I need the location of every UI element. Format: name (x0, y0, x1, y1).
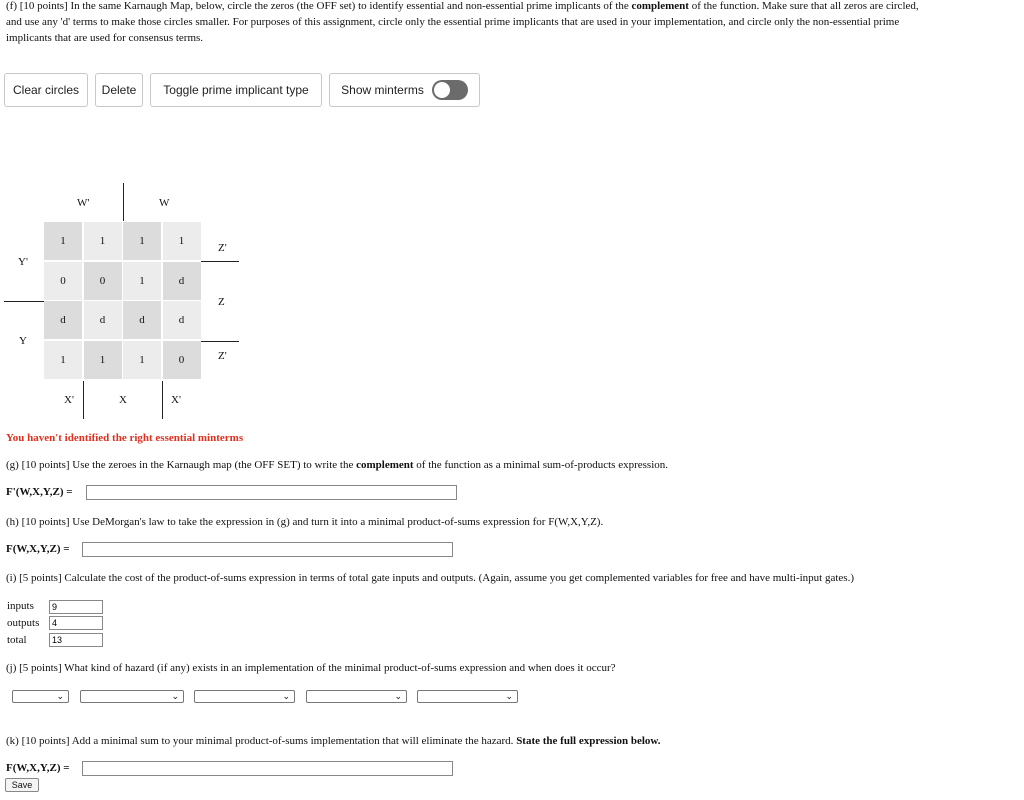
part-j-instructions: (j) [5 points] What kind of hazard (if any) exists in an implementation of the minimal product-of-sums expression and when does it occur? (6, 662, 616, 674)
save-label: Save (11, 780, 33, 790)
kmap-cell[interactable]: 1 (44, 222, 82, 260)
part-g-text-end: of the function as a minimal sum-of-products expression. (413, 459, 669, 471)
kmap-y-divider (4, 301, 44, 302)
kmap-w-divider (123, 183, 124, 221)
inputs-label: inputs (7, 600, 34, 612)
part-h-instructions: (h) [10 points] Use DeMorgan's law to take the expression in (g) and turn it into a minimal product-of-sums expression for F(W,X,Y,Z). (6, 516, 604, 528)
show-minterms-button[interactable] (329, 73, 480, 107)
kmap-label-z-prime-bottom: Z' (218, 350, 227, 362)
toggle-type-label: Toggle prime implicant type (163, 83, 309, 97)
kmap-label-z-prime-top: Z' (218, 242, 227, 254)
outputs-field[interactable] (49, 616, 103, 630)
kmap-label-y: Y (19, 335, 27, 347)
part-k-instructions (6, 733, 661, 749)
clear-circles-label: Clear circles (12, 83, 79, 97)
hazard-select-1[interactable] (12, 690, 69, 703)
kmap-cell[interactable]: 1 (44, 341, 82, 379)
part-f-instructions (6, 0, 1018, 46)
kmap-x-divider-left (83, 381, 84, 419)
part-g-bold: complement (356, 459, 414, 471)
chevron-down-icon: ⌄ (282, 692, 290, 702)
show-minterms-label: Show minterms (341, 83, 424, 97)
kmap-cell[interactable]: d (163, 301, 201, 339)
kmap-cell[interactable]: 0 (163, 341, 201, 379)
kmap-cell[interactable]: d (84, 301, 122, 339)
outputs-label: outputs (7, 617, 40, 629)
kmap-label-y-prime: Y' (18, 256, 28, 268)
hazard-select-5[interactable] (417, 690, 518, 703)
kmap-cell[interactable]: d (123, 301, 161, 339)
hazard-select-3[interactable] (194, 690, 295, 703)
part-k-answer-input[interactable] (82, 761, 453, 776)
clear-circles-button[interactable] (4, 73, 88, 107)
kmap-z-divider-top (201, 261, 239, 262)
toggle-knob (434, 82, 450, 98)
kmap-label-z: Z (218, 296, 225, 308)
kmap-cell[interactable]: 0 (84, 262, 122, 300)
part-i-instructions: (i) [5 points] Calculate the cost of the product-of-sums expression in terms of total gate inputs and outputs. (Again, assume you get complemented variables for free and have multi-input gates.) (6, 572, 854, 584)
hazard-select-2[interactable] (80, 690, 184, 703)
chevron-down-icon: ⌄ (56, 692, 64, 702)
part-f-line2: and use any 'd' terms to make those circles smaller. For purposes of this assignment, circle only the essential prime implicants that are used in your implementation, and circle only the non-essential prime (6, 16, 900, 28)
part-g-answer-input[interactable] (86, 485, 457, 500)
kmap-cell[interactable]: 1 (163, 222, 201, 260)
kmap-label-w: W (159, 197, 170, 209)
hazard-select-4[interactable] (306, 690, 407, 703)
total-label: total (7, 634, 27, 646)
part-h-label: F(W,X,Y,Z) = (6, 543, 70, 555)
delete-label: Delete (101, 83, 137, 97)
kmap-cell[interactable]: 1 (123, 222, 161, 260)
part-k-label: F(W,X,Y,Z) = (6, 762, 70, 774)
part-g-instructions (6, 457, 668, 473)
part-f-bold: complement (631, 0, 689, 12)
chevron-down-icon: ⌄ (394, 692, 402, 702)
chevron-down-icon: ⌄ (505, 692, 513, 702)
inputs-field[interactable] (49, 600, 103, 614)
kmap-cell[interactable]: 1 (84, 341, 122, 379)
part-h-answer-input[interactable] (82, 542, 453, 557)
chevron-down-icon: ⌄ (171, 692, 179, 702)
kmap-cell[interactable]: 1 (84, 222, 122, 260)
part-k-text: (k) [10 points] Add a minimal sum to your minimal product-of-sums implementation that will eliminate the hazard. (6, 735, 517, 747)
kmap-label-x: X (119, 394, 127, 406)
part-f-text-end: of the function. Make sure that all zeros are circled, (688, 0, 919, 12)
part-f-line3: implicants that are used for consensus terms. (6, 32, 204, 44)
show-minterms-toggle[interactable] (432, 80, 468, 100)
part-k-bold: State the full expression below. (516, 735, 661, 747)
kmap-label-x-prime-right: X' (171, 394, 181, 406)
kmap-cell[interactable]: 1 (123, 341, 161, 379)
kmap-cell[interactable]: 0 (44, 262, 82, 300)
delete-button[interactable] (95, 73, 143, 107)
toggle-prime-implicant-type-button[interactable] (150, 73, 322, 107)
part-g-label: F'(W,X,Y,Z) = (6, 486, 73, 498)
kmap-x-divider-right (162, 381, 163, 419)
kmap-z-divider-bottom (201, 341, 239, 342)
kmap-cell[interactable]: d (163, 262, 201, 300)
kmap-label-x-prime-left: X' (64, 394, 74, 406)
total-field[interactable] (49, 633, 103, 647)
part-f-text: (f) [10 points] In the same Karnaugh Map, below, circle the zeros (the OFF set) to identify essential and non-essential prime implicants of the (6, 0, 632, 12)
feedback-message: You haven't identified the right essential minterms (6, 432, 244, 444)
save-button[interactable] (5, 778, 39, 792)
kmap-cell[interactable]: d (44, 301, 82, 339)
kmap-cell[interactable]: 1 (123, 262, 161, 300)
kmap-label-w-prime: W' (77, 197, 90, 209)
part-g-text: (g) [10 points] Use the zeroes in the Karnaugh map (the OFF SET) to write the (6, 459, 357, 471)
